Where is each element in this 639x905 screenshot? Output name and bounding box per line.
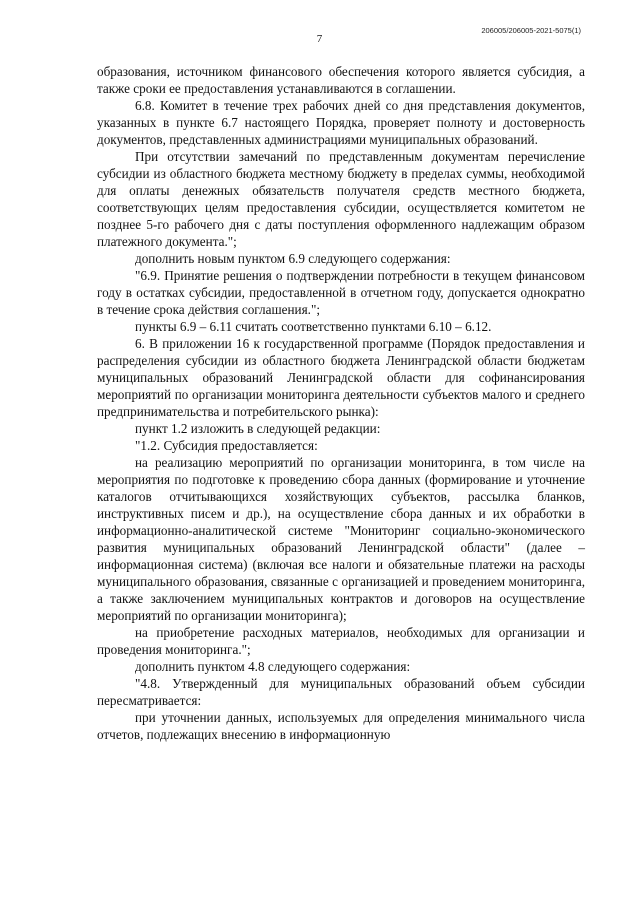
- document-body: [97, 63, 585, 743]
- paragraph: "6.9. Принятие решения о подтверждении потребности в текущем финансовом году в остатках субсидии, предоставленной в отчетном году, допускается однократно в течение срока действия соглашения.";: [97, 268, 585, 317]
- paragraph: пункт 1.2 изложить в следующей редакции:: [135, 421, 381, 436]
- paragraph: дополнить новым пунктом 6.9 следующего содержания:: [135, 251, 451, 266]
- paragraph: при уточнении данных, используемых для определения минимального числа отчетов, подлежащих внесению в информационную: [97, 710, 585, 742]
- paragraph: "4.8. Утвержденный для муниципальных образований объем субсидии пересматривается:: [97, 676, 585, 708]
- paragraph: пункты 6.9 – 6.11 считать соответственно пунктами 6.10 – 6.12.: [135, 319, 492, 334]
- paragraph: на приобретение расходных материалов, необходимых для организации и проведения мониторинга.";: [97, 625, 585, 657]
- paragraph: на реализацию мероприятий по организации мониторинга, в том числе на мероприятия по подготовке к проведению сбора данных (формирование и уточнение каталогов отчитывающихся хозяйствующих субъектов, рассылка бланков, инструктивных писем и др.), на осуществление сбора данных и их обработки в информационно-аналитической системе "Мониторинг социально-экономического развития муниципальных образований Ленинградской области" (далее – информационная система) (включая все налоги и обязательные платежи на расходы муниципального образования, связанные с организацией и проведением мониторинга, а также заключением муниципальных контрактов и договоров на осуществление мероприятий по организации мониторинга);: [97, 455, 585, 623]
- paragraph: дополнить пунктом 4.8 следующего содержания:: [135, 659, 411, 674]
- paragraph: 6.8. Комитет в течение трех рабочих дней со дня представления документов, указанных в пункте 6.7 настоящего Порядка, проверяет полноту и достоверность документов, представленных администрациями муниципальных образований.: [97, 98, 585, 147]
- document-code: 206005/206005-2021-5075(1): [481, 26, 581, 35]
- paragraph: образования, источником финансового обеспечения которого является субсидия, а также сроки ее предоставления устанавливаются в соглашении.: [97, 64, 585, 96]
- paragraph: 6. В приложении 16 к государственной программе (Порядок предоставления и распределения субсидии из областного бюджета Ленинградской области бюджетам муниципальных образований Ленинградской области для софинансирования мероприятий по организации мониторинга деятельности субъектов малого и среднего предпринимательства и потребительского рынка):: [97, 336, 585, 419]
- paragraph: При отсутствии замечаний по представленным документам перечисление субсидии из областного бюджета местному бюджету в пределах суммы, необходимой для оплаты денежных обязательств получателя средств местного бюджета, соответствующих целям предоставления субсидии, осуществляется комитетом не позднее 5-го рабочего дня с даты поступления оформленного надлежащим образом платежного документа.";: [97, 149, 585, 249]
- page-number: 7: [316, 33, 323, 45]
- paragraph: "1.2. Субсидия предоставляется:: [135, 438, 318, 453]
